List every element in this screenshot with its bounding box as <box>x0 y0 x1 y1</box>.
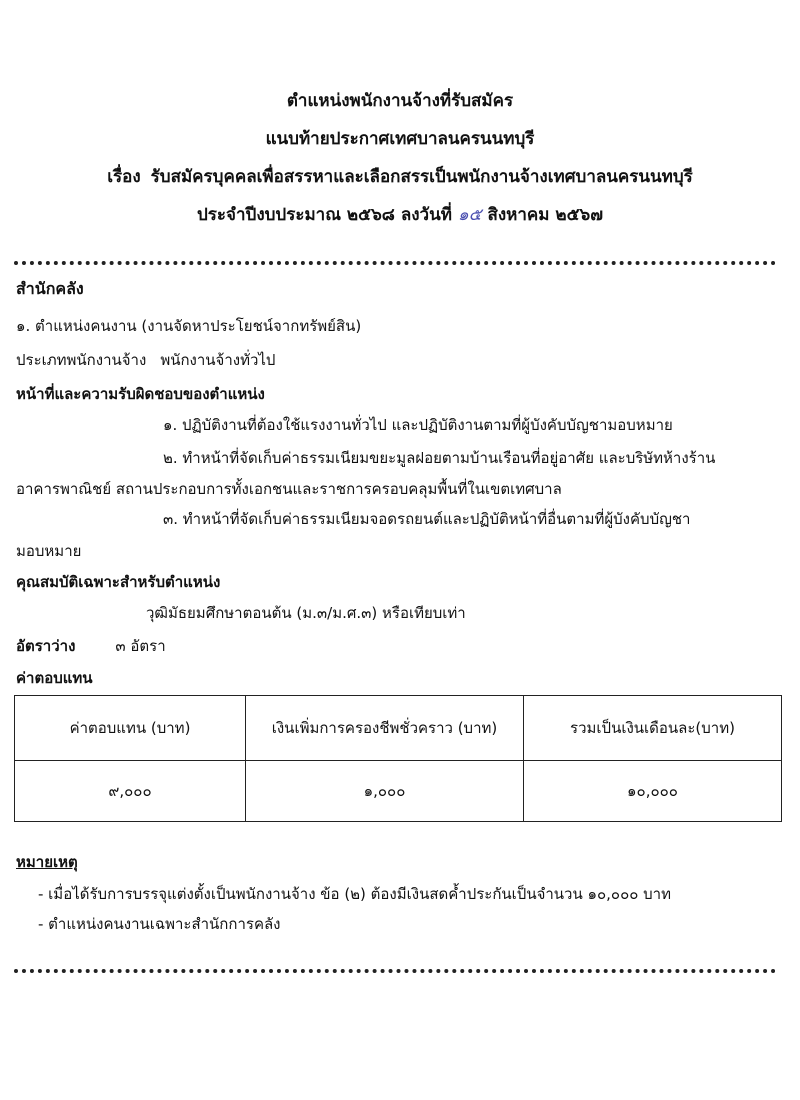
handwritten-day: ๑๕ <box>457 205 482 225</box>
duty-item-1: ๑. ปฏิบัติงานที่ต้องใช้แรงงานทั่วไป และปฏิบัติงานตามที่ผู้บังคับบัญชามอบหมาย <box>163 416 673 434</box>
qualification-value: วุฒิมัธยมศึกษาตอนต้น (ม.๓/ม.ศ.๓) หรือเทียบเท่า <box>146 604 466 622</box>
table-header-cell: รวมเป็นเงินเดือนละ(บาท) <box>524 696 782 761</box>
date-prefix: ประจำปีงบประมาณ ๒๕๖๘ ลงวันที่ <box>196 205 452 225</box>
notes-heading: หมายเหตุ <box>16 853 78 871</box>
document-header <box>0 82 800 234</box>
header-subtitle: แนบท้ายประกาศเทศบาลนครนนทบุรี <box>265 129 535 149</box>
table-header-cell: ค่าตอบแทน (บาท) <box>15 696 246 761</box>
vacancy-label: อัตราว่าง <box>16 637 76 655</box>
position-title: ๑. ตำแหน่งคนงาน (งานจัดหาประโยชน์จากทรัพย์สิน) <box>16 317 362 335</box>
compensation-table <box>14 695 782 822</box>
department-name: สำนักคลัง <box>16 279 84 298</box>
dotted-divider-top <box>14 261 776 265</box>
duties-heading: หน้าที่และความรับผิดชอบของตำแหน่ง <box>16 385 265 403</box>
header-title: ตำแหน่งพนักงานจ้างที่รับสมัคร <box>286 91 514 111</box>
compensation-heading: ค่าตอบแทน <box>16 669 93 687</box>
note-item: - ตำแหน่งคนงานเฉพาะสำนักการคลัง <box>38 915 281 933</box>
table-cell: ๑,๐๐๐ <box>246 761 524 822</box>
table-header-row <box>15 696 782 761</box>
duty-item-3: ๓. ทำหน้าที่จัดเก็บค่าธรรมเนียมจอดรถยนต์และปฏิบัติหน้าที่อื่นตามที่ผู้บังคับบัญชา <box>163 510 691 528</box>
employee-type-label: ประเภทพนักงานจ้าง <box>16 351 147 369</box>
vacancy-value: ๓ อัตรา <box>115 637 166 655</box>
employee-type-value: พนักงานจ้างทั่วไป <box>160 351 276 369</box>
vacancy <box>16 635 166 657</box>
date-month-year: สิงหาคม ๒๕๖๗ <box>487 205 604 225</box>
dotted-divider-bottom <box>14 969 776 973</box>
table-header-cell: เงินเพิ่มการครองชีพชั่วคราว (บาท) <box>246 696 524 761</box>
employee-type <box>16 349 275 371</box>
header-date <box>0 196 800 234</box>
header-subject <box>0 158 800 196</box>
duty-item-3-cont: มอบหมาย <box>16 542 82 560</box>
qualification-heading: คุณสมบัติเฉพาะสำหรับตำแหน่ง <box>16 573 221 591</box>
note-item: - เมื่อได้รับการบรรจุแต่งตั้งเป็นพนักงานจ้าง ข้อ (๒) ต้องมีเงินสดค้ำประกันเป็นจำนวน ๑๐,๐๐๐ บาท <box>38 885 671 903</box>
table-row <box>15 761 782 822</box>
duty-item-2: ๒. ทำหน้าที่จัดเก็บค่าธรรมเนียมขยะมูลฝอยตามบ้านเรือนที่อยู่อาศัย และบริษัทห้างร้าน <box>163 449 716 467</box>
subject-text: รับสมัครบุคคลเพื่อสรรหาและเลือกสรรเป็นพนักงานจ้างเทศบาลนครนนทบุรี <box>150 167 693 187</box>
duty-item-2-cont: อาคารพาณิชย์ สถานประกอบการทั้งเอกชนและราชการครอบคลุมพื้นที่ในเขตเทศบาล <box>16 480 562 498</box>
subject-prefix: เรื่อง <box>107 167 141 187</box>
table-cell: ๑๐,๐๐๐ <box>524 761 782 822</box>
table-cell: ๙,๐๐๐ <box>15 761 246 822</box>
